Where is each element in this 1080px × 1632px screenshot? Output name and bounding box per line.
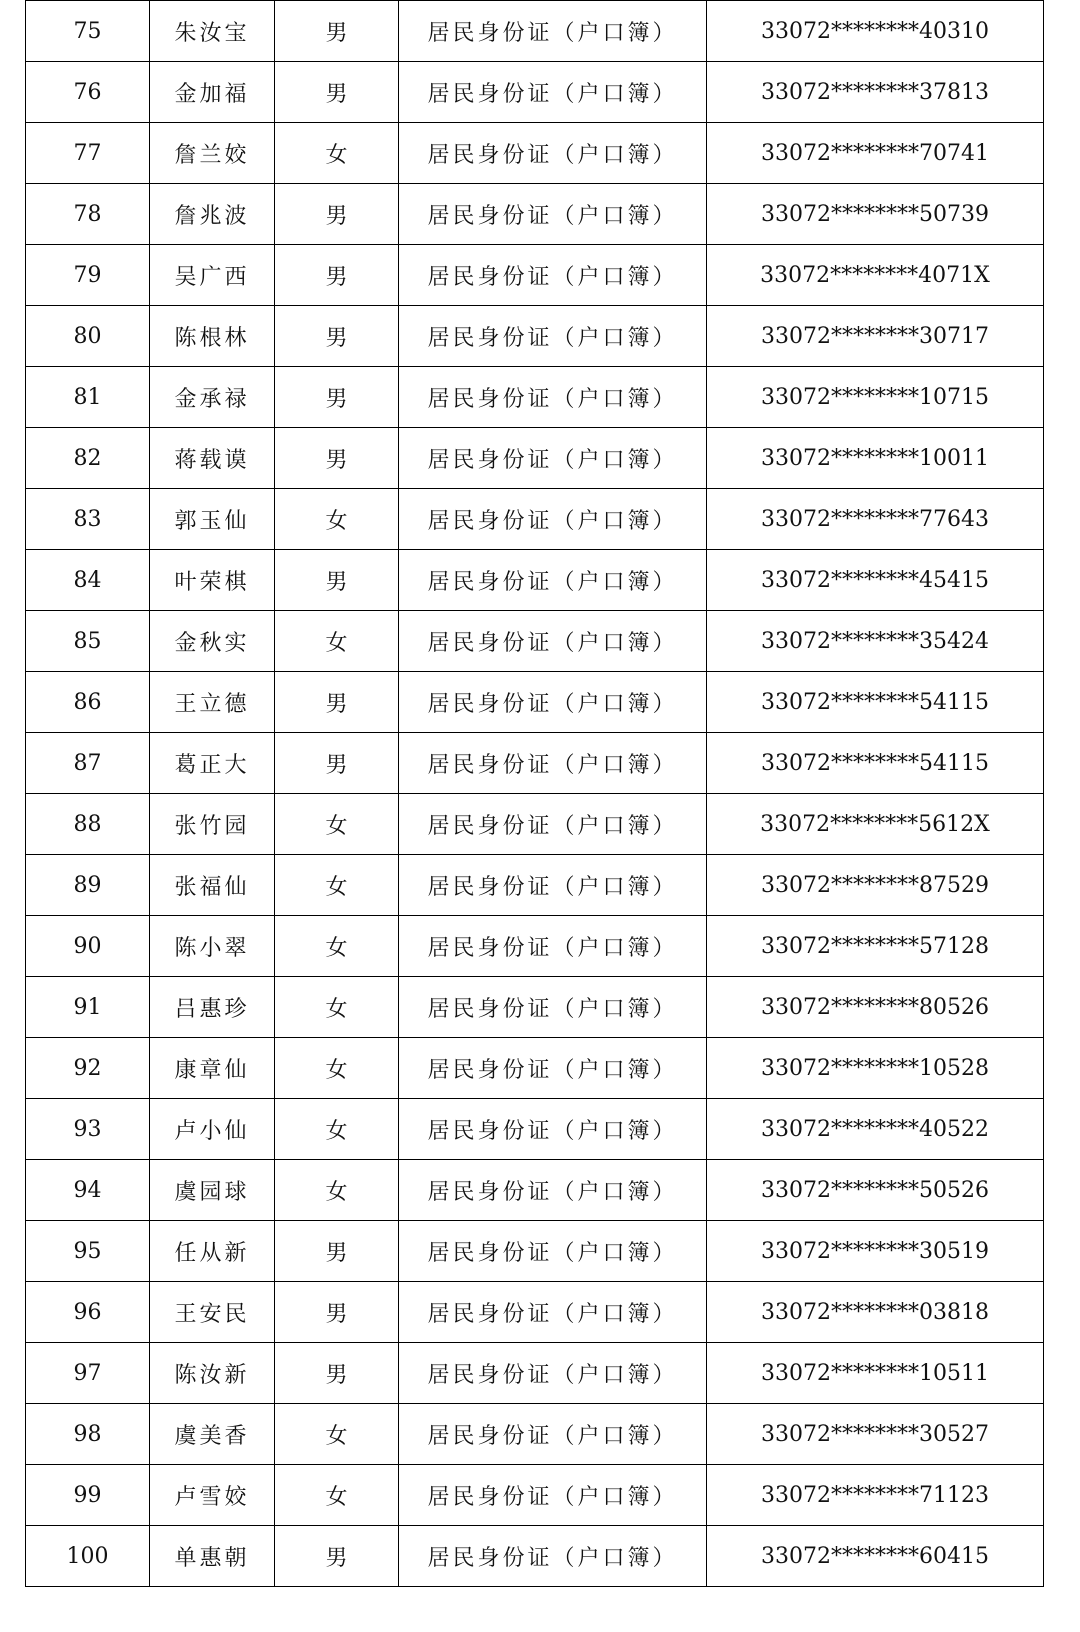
- row-number-cell: 88: [26, 794, 150, 855]
- id-number-cell: 33072********30717: [707, 306, 1044, 367]
- id-type-cell: 居民身份证（户口簿）: [399, 855, 707, 916]
- id-type-cell: 居民身份证（户口簿）: [399, 123, 707, 184]
- person-name-cell: 陈根林: [150, 306, 275, 367]
- gender-cell: 女: [275, 1099, 399, 1160]
- row-number-cell: 75: [26, 1, 150, 62]
- id-number-cell: 33072********50739: [707, 184, 1044, 245]
- table-row: [26, 245, 1044, 306]
- roster-body: [26, 1, 1044, 1587]
- gender-cell: 男: [275, 184, 399, 245]
- gender-cell: 男: [275, 367, 399, 428]
- row-number-cell: 89: [26, 855, 150, 916]
- id-number-cell: 33072********60415: [707, 1526, 1044, 1587]
- person-name-cell: 张竹园: [150, 794, 275, 855]
- row-number-cell: 98: [26, 1404, 150, 1465]
- id-type-cell: 居民身份证（户口簿）: [399, 1099, 707, 1160]
- id-type-cell: 居民身份证（户口簿）: [399, 1, 707, 62]
- gender-cell: 男: [275, 1, 399, 62]
- id-type-cell: 居民身份证（户口簿）: [399, 489, 707, 550]
- id-type-cell: 居民身份证（户口簿）: [399, 245, 707, 306]
- gender-cell: 女: [275, 489, 399, 550]
- person-name-cell: 吴广西: [150, 245, 275, 306]
- id-number-cell: 33072********40310: [707, 1, 1044, 62]
- id-type-cell: 居民身份证（户口簿）: [399, 794, 707, 855]
- row-number-cell: 99: [26, 1465, 150, 1526]
- table-row: [26, 611, 1044, 672]
- person-name-cell: 虞美香: [150, 1404, 275, 1465]
- person-name-cell: 陈小翠: [150, 916, 275, 977]
- id-number-cell: 33072********35424: [707, 611, 1044, 672]
- id-type-cell: 居民身份证（户口簿）: [399, 184, 707, 245]
- person-name-cell: 张福仙: [150, 855, 275, 916]
- person-name-cell: 任从新: [150, 1221, 275, 1282]
- row-number-cell: 85: [26, 611, 150, 672]
- id-number-cell: 33072********45415: [707, 550, 1044, 611]
- person-name-cell: 康章仙: [150, 1038, 275, 1099]
- gender-cell: 女: [275, 1038, 399, 1099]
- person-name-cell: 金承禄: [150, 367, 275, 428]
- row-number-cell: 79: [26, 245, 150, 306]
- person-name-cell: 朱汝宝: [150, 1, 275, 62]
- table-row: [26, 733, 1044, 794]
- row-number-cell: 77: [26, 123, 150, 184]
- table-row: [26, 855, 1044, 916]
- table-row: [26, 1221, 1044, 1282]
- gender-cell: 男: [275, 550, 399, 611]
- table-row: [26, 1, 1044, 62]
- row-number-cell: 94: [26, 1160, 150, 1221]
- row-number-cell: 93: [26, 1099, 150, 1160]
- id-type-cell: 居民身份证（户口簿）: [399, 550, 707, 611]
- id-number-cell: 33072********70741: [707, 123, 1044, 184]
- row-number-cell: 100: [26, 1526, 150, 1587]
- id-type-cell: 居民身份证（户口簿）: [399, 733, 707, 794]
- id-number-cell: 33072********54115: [707, 672, 1044, 733]
- table-row: [26, 62, 1044, 123]
- table-row: [26, 367, 1044, 428]
- id-number-cell: 33072********10715: [707, 367, 1044, 428]
- gender-cell: 女: [275, 1160, 399, 1221]
- row-number-cell: 96: [26, 1282, 150, 1343]
- id-number-cell: 33072********30519: [707, 1221, 1044, 1282]
- gender-cell: 男: [275, 1343, 399, 1404]
- id-number-cell: 33072********50526: [707, 1160, 1044, 1221]
- table-row: [26, 794, 1044, 855]
- id-number-cell: 33072********30527: [707, 1404, 1044, 1465]
- id-type-cell: 居民身份证（户口簿）: [399, 1343, 707, 1404]
- id-type-cell: 居民身份证（户口簿）: [399, 367, 707, 428]
- gender-cell: 女: [275, 1404, 399, 1465]
- id-number-cell: 33072********03818: [707, 1282, 1044, 1343]
- id-type-cell: 居民身份证（户口簿）: [399, 428, 707, 489]
- row-number-cell: 78: [26, 184, 150, 245]
- table-row: [26, 1282, 1044, 1343]
- id-number-cell: 33072********87529: [707, 855, 1044, 916]
- id-number-cell: 33072********37813: [707, 62, 1044, 123]
- id-type-cell: 居民身份证（户口簿）: [399, 1465, 707, 1526]
- person-name-cell: 王立德: [150, 672, 275, 733]
- id-number-cell: 33072********77643: [707, 489, 1044, 550]
- table-row: [26, 550, 1044, 611]
- id-number-cell: 33072********10511: [707, 1343, 1044, 1404]
- id-type-cell: 居民身份证（户口簿）: [399, 916, 707, 977]
- id-type-cell: 居民身份证（户口簿）: [399, 1526, 707, 1587]
- person-name-cell: 虞园球: [150, 1160, 275, 1221]
- person-name-cell: 卢小仙: [150, 1099, 275, 1160]
- row-number-cell: 84: [26, 550, 150, 611]
- gender-cell: 男: [275, 428, 399, 489]
- id-type-cell: 居民身份证（户口簿）: [399, 1160, 707, 1221]
- id-type-cell: 居民身份证（户口簿）: [399, 1404, 707, 1465]
- table-row: [26, 1160, 1044, 1221]
- gender-cell: 男: [275, 1526, 399, 1587]
- row-number-cell: 90: [26, 916, 150, 977]
- id-type-cell: 居民身份证（户口簿）: [399, 306, 707, 367]
- person-name-cell: 叶荣棋: [150, 550, 275, 611]
- table-row: [26, 977, 1044, 1038]
- gender-cell: 女: [275, 1465, 399, 1526]
- person-name-cell: 陈汝新: [150, 1343, 275, 1404]
- table-row: [26, 1465, 1044, 1526]
- row-number-cell: 91: [26, 977, 150, 1038]
- person-name-cell: 郭玉仙: [150, 489, 275, 550]
- table-row: [26, 1038, 1044, 1099]
- gender-cell: 男: [275, 672, 399, 733]
- row-number-cell: 82: [26, 428, 150, 489]
- id-number-cell: 33072********10528: [707, 1038, 1044, 1099]
- id-type-cell: 居民身份证（户口簿）: [399, 672, 707, 733]
- person-name-cell: 蒋载谟: [150, 428, 275, 489]
- gender-cell: 男: [275, 306, 399, 367]
- gender-cell: 男: [275, 62, 399, 123]
- row-number-cell: 92: [26, 1038, 150, 1099]
- id-type-cell: 居民身份证（户口簿）: [399, 1282, 707, 1343]
- person-name-cell: 金秋实: [150, 611, 275, 672]
- table-row: [26, 306, 1044, 367]
- id-number-cell: 33072********57128: [707, 916, 1044, 977]
- person-name-cell: 单惠朝: [150, 1526, 275, 1587]
- id-number-cell: 33072********5612X: [707, 794, 1044, 855]
- row-number-cell: 86: [26, 672, 150, 733]
- table-row: [26, 123, 1044, 184]
- row-number-cell: 81: [26, 367, 150, 428]
- row-number-cell: 87: [26, 733, 150, 794]
- table-row: [26, 1343, 1044, 1404]
- gender-cell: 女: [275, 855, 399, 916]
- row-number-cell: 80: [26, 306, 150, 367]
- id-type-cell: 居民身份证（户口簿）: [399, 611, 707, 672]
- id-type-cell: 居民身份证（户口簿）: [399, 1221, 707, 1282]
- person-name-cell: 王安民: [150, 1282, 275, 1343]
- gender-cell: 女: [275, 794, 399, 855]
- gender-cell: 男: [275, 1221, 399, 1282]
- table-row: [26, 672, 1044, 733]
- person-name-cell: 葛正大: [150, 733, 275, 794]
- row-number-cell: 97: [26, 1343, 150, 1404]
- person-name-cell: 詹兆波: [150, 184, 275, 245]
- id-number-cell: 33072********4071X: [707, 245, 1044, 306]
- row-number-cell: 76: [26, 62, 150, 123]
- table-row: [26, 428, 1044, 489]
- person-name-cell: 金加福: [150, 62, 275, 123]
- table-row: [26, 184, 1044, 245]
- id-type-cell: 居民身份证（户口簿）: [399, 977, 707, 1038]
- table-row: [26, 1099, 1044, 1160]
- id-type-cell: 居民身份证（户口簿）: [399, 1038, 707, 1099]
- person-name-cell: 吕惠珍: [150, 977, 275, 1038]
- roster-table: [25, 0, 1044, 1587]
- gender-cell: 男: [275, 245, 399, 306]
- id-number-cell: 33072********71123: [707, 1465, 1044, 1526]
- table-row: [26, 1526, 1044, 1587]
- gender-cell: 女: [275, 916, 399, 977]
- id-number-cell: 33072********40522: [707, 1099, 1044, 1160]
- table-row: [26, 916, 1044, 977]
- id-type-cell: 居民身份证（户口簿）: [399, 62, 707, 123]
- gender-cell: 男: [275, 1282, 399, 1343]
- id-number-cell: 33072********80526: [707, 977, 1044, 1038]
- gender-cell: 女: [275, 611, 399, 672]
- row-number-cell: 95: [26, 1221, 150, 1282]
- id-number-cell: 33072********10011: [707, 428, 1044, 489]
- person-name-cell: 卢雪姣: [150, 1465, 275, 1526]
- table-row: [26, 489, 1044, 550]
- gender-cell: 男: [275, 733, 399, 794]
- row-number-cell: 83: [26, 489, 150, 550]
- gender-cell: 女: [275, 123, 399, 184]
- gender-cell: 女: [275, 977, 399, 1038]
- table-row: [26, 1404, 1044, 1465]
- person-name-cell: 詹兰姣: [150, 123, 275, 184]
- id-number-cell: 33072********54115: [707, 733, 1044, 794]
